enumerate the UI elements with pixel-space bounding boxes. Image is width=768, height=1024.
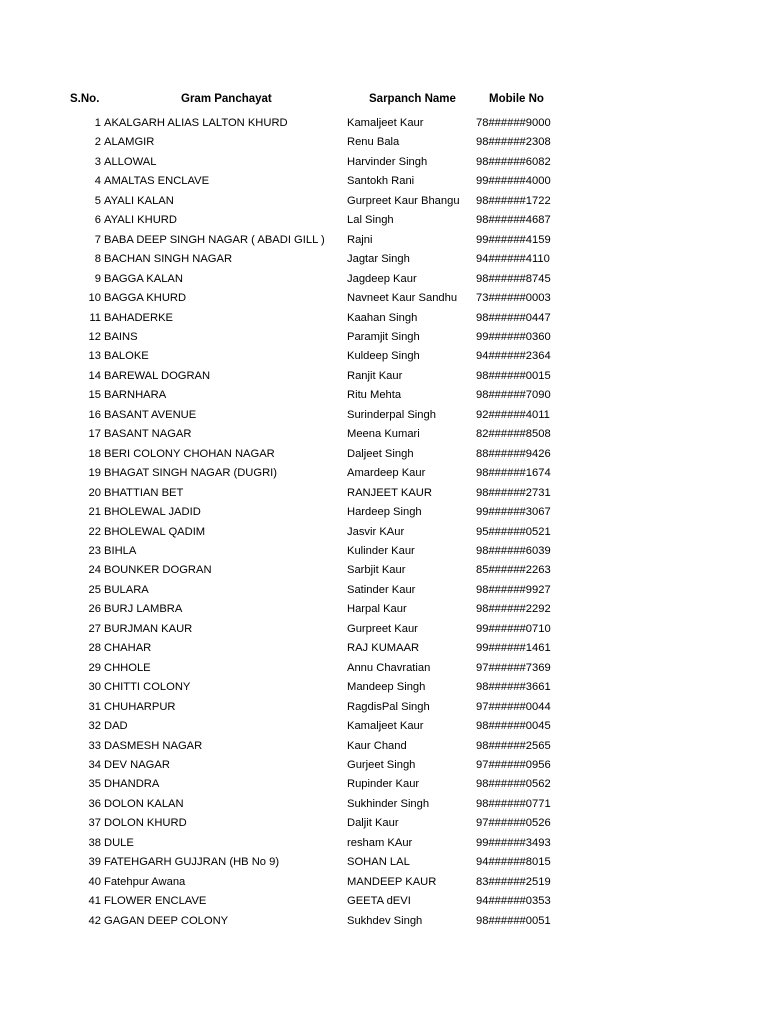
cell-mobile-no: 99######0710 — [476, 622, 551, 635]
cell-sno: 8 — [94, 253, 101, 266]
table-row — [0, 912, 768, 931]
cell-sno: 7 — [94, 233, 101, 246]
cell-mobile-no: 97######0044 — [476, 700, 551, 713]
cell-mobile-no: 98######8745 — [476, 272, 551, 285]
cell-mobile-no: 98######0051 — [476, 914, 551, 927]
cell-gram-panchayat: ALAMGIR — [104, 136, 155, 149]
cell-gram-panchayat: BHOLEWAL QADIM — [104, 525, 206, 538]
cell-sarpanch-name: Renu Bala — [347, 136, 400, 149]
cell-sno: 14 — [88, 369, 101, 382]
cell-sno: 13 — [88, 350, 101, 363]
cell-mobile-no: 94######4110 — [476, 253, 550, 266]
cell-sarpanch-name: Lal Singh — [347, 214, 394, 227]
cell-gram-panchayat: DAD — [104, 720, 128, 733]
cell-sarpanch-name: Kulinder Kaur — [347, 544, 415, 557]
cell-sno: 15 — [88, 389, 101, 402]
cell-mobile-no: 98######1674 — [476, 467, 551, 480]
cell-sarpanch-name: Satinder Kaur — [347, 583, 416, 596]
cell-mobile-no: 98######3661 — [476, 681, 551, 694]
cell-gram-panchayat: BHAGAT SINGH NAGAR (DUGRI) — [104, 467, 278, 480]
cell-gram-panchayat: BURJMAN KAUR — [104, 622, 193, 635]
cell-mobile-no: 99######3493 — [476, 836, 551, 849]
cell-gram-panchayat: DOLON KHURD — [104, 817, 187, 830]
cell-mobile-no: 98######0562 — [476, 778, 551, 791]
table-row — [0, 347, 768, 366]
cell-sarpanch-name: Rajni — [347, 233, 373, 246]
cell-mobile-no: 83######2519 — [476, 875, 551, 888]
cell-gram-panchayat: DASMESH NAGAR — [104, 739, 203, 752]
cell-mobile-no: 99######0360 — [476, 330, 551, 343]
cell-sarpanch-name: Ritu Mehta — [347, 389, 402, 402]
cell-sno: 5 — [94, 194, 101, 207]
cell-sno: 35 — [88, 778, 101, 791]
cell-gram-panchayat: BIHLA — [104, 544, 137, 557]
table-row — [0, 153, 768, 172]
cell-sarpanch-name: Kaahan Singh — [347, 311, 418, 324]
table-row — [0, 172, 768, 191]
table-row — [0, 231, 768, 250]
cell-sarpanch-name: Jagtar Singh — [347, 253, 410, 266]
table-row — [0, 853, 768, 872]
header-sno: S.No. — [70, 93, 100, 105]
table-row — [0, 620, 768, 639]
cell-gram-panchayat: BAGGA KALAN — [104, 272, 183, 285]
header-gram-panchayat: Gram Panchayat — [181, 93, 272, 105]
cell-mobile-no: 94######2364 — [476, 350, 551, 363]
cell-gram-panchayat: FATEHGARH GUJJRAN (HB No 9) — [104, 856, 280, 869]
table-row — [0, 834, 768, 853]
cell-sno: 17 — [88, 428, 101, 441]
cell-sno: 2 — [94, 136, 101, 149]
cell-mobile-no: 98######2308 — [476, 136, 551, 149]
cell-mobile-no: 98######0771 — [476, 797, 551, 810]
table-row — [0, 250, 768, 269]
header-mobile-no: Mobile No — [489, 93, 544, 105]
cell-sno: 39 — [88, 856, 101, 869]
cell-sarpanch-name: Gurpreet Kaur Bhangu — [347, 194, 460, 207]
cell-gram-panchayat: BASANT NAGAR — [104, 428, 192, 441]
table-row — [0, 386, 768, 405]
cell-sarpanch-name: Santokh Rani — [347, 175, 415, 188]
cell-gram-panchayat: BACHAN SINGH NAGAR — [104, 253, 233, 266]
cell-mobile-no: 97######7369 — [476, 661, 551, 674]
cell-sno: 3 — [94, 155, 101, 168]
cell-mobile-no: 88######9426 — [476, 447, 551, 460]
cell-mobile-no: 98######2731 — [476, 486, 551, 499]
cell-mobile-no: 82######8508 — [476, 428, 551, 441]
cell-gram-panchayat: AKALGARH ALIAS LALTON KHURD — [104, 117, 288, 129]
cell-mobile-no: 98######6082 — [476, 155, 551, 168]
table-row — [0, 309, 768, 328]
cell-sarpanch-name: resham KAur — [347, 836, 413, 849]
cell-gram-panchayat: BHOLEWAL JADID — [104, 506, 201, 519]
table-row — [0, 737, 768, 756]
cell-sno: 36 — [88, 797, 101, 810]
cell-mobile-no: 92######4011 — [476, 408, 550, 421]
cell-gram-panchayat: BALOKE — [104, 350, 149, 363]
table-header-row — [0, 93, 768, 111]
cell-sarpanch-name: Daljit Kaur — [347, 817, 399, 830]
cell-sarpanch-name: Gurpreet Kaur — [347, 622, 418, 635]
table-row — [0, 406, 768, 425]
cell-sarpanch-name: SOHAN LAL — [347, 856, 410, 869]
table-row — [0, 445, 768, 464]
cell-sno: 38 — [88, 836, 101, 849]
cell-mobile-no: 78######9000 — [476, 117, 551, 129]
table-row — [0, 484, 768, 503]
cell-sno: 37 — [88, 817, 101, 830]
cell-sarpanch-name: RANJEET KAUR — [347, 486, 432, 499]
cell-mobile-no: 85######2263 — [476, 564, 551, 577]
cell-gram-panchayat: CHHOLE — [104, 661, 151, 674]
cell-sno: 33 — [88, 739, 101, 752]
cell-sno: 21 — [88, 506, 101, 519]
table-row — [0, 717, 768, 736]
cell-sno: 23 — [88, 544, 101, 557]
cell-sarpanch-name: Kamaljeet Kaur — [347, 117, 424, 129]
cell-gram-panchayat: BAGGA KHURD — [104, 292, 187, 305]
cell-gram-panchayat: BARNHARA — [104, 389, 167, 402]
cell-gram-panchayat: DOLON KALAN — [104, 797, 184, 810]
cell-sno: 25 — [88, 583, 101, 596]
cell-sno: 10 — [88, 292, 101, 305]
cell-sno: 18 — [88, 447, 101, 460]
cell-gram-panchayat: ALLOWAL — [104, 155, 157, 168]
cell-sno: 11 — [89, 311, 101, 324]
table-row — [0, 464, 768, 483]
cell-gram-panchayat: CHITTI COLONY — [104, 681, 191, 694]
table-row — [0, 542, 768, 561]
cell-sno: 22 — [88, 525, 101, 538]
cell-sarpanch-name: Hardeep Singh — [347, 506, 422, 519]
cell-sarpanch-name: Rupinder Kaur — [347, 778, 420, 791]
cell-sno: 34 — [88, 758, 101, 771]
cell-sno: 16 — [88, 408, 101, 421]
cell-mobile-no: 97######0526 — [476, 817, 551, 830]
cell-sarpanch-name: RagdisPal Singh — [347, 700, 430, 713]
cell-sno: 1 — [94, 117, 101, 129]
cell-sno: 24 — [88, 564, 101, 577]
cell-sarpanch-name: Gurjeet Singh — [347, 758, 416, 771]
cell-sno: 40 — [88, 875, 101, 888]
cell-sno: 9 — [94, 272, 101, 285]
cell-mobile-no: 98######1722 — [476, 194, 551, 207]
table-row — [0, 892, 768, 911]
cell-sarpanch-name: MANDEEP KAUR — [347, 875, 437, 888]
cell-mobile-no: 98######6039 — [476, 544, 551, 557]
cell-sno: 27 — [88, 622, 101, 635]
cell-sno: 30 — [88, 681, 101, 694]
table-row — [0, 133, 768, 152]
table-row — [0, 814, 768, 833]
cell-mobile-no: 98######7090 — [476, 389, 551, 402]
cell-sarpanch-name: Amardeep Kaur — [347, 467, 426, 480]
cell-gram-panchayat: CHUHARPUR — [104, 700, 176, 713]
table-row — [0, 678, 768, 697]
cell-mobile-no: 95######0521 — [476, 525, 551, 538]
cell-sno: 4 — [94, 175, 101, 188]
cell-sarpanch-name: Jasvir KAur — [347, 525, 405, 538]
cell-mobile-no: 98######4687 — [476, 214, 551, 227]
table-row — [0, 756, 768, 775]
table-row — [0, 639, 768, 658]
cell-mobile-no: 98######0447 — [476, 311, 551, 324]
cell-mobile-no: 98######0015 — [476, 369, 551, 382]
cell-mobile-no: 99######4159 — [476, 233, 551, 246]
cell-mobile-no: 98######9927 — [476, 583, 551, 596]
cell-gram-panchayat: BAINS — [104, 330, 138, 343]
table-row — [0, 270, 768, 289]
cell-gram-panchayat: BERI COLONY CHOHAN NAGAR — [104, 447, 275, 460]
cell-gram-panchayat: BULARA — [104, 583, 149, 596]
cell-sarpanch-name: Harpal Kaur — [347, 603, 407, 616]
cell-mobile-no: 98######0045 — [476, 720, 551, 733]
cell-sno: 20 — [88, 486, 101, 499]
cell-sarpanch-name: Sukhinder Singh — [347, 797, 430, 810]
table-row — [0, 192, 768, 211]
cell-mobile-no: 94######8015 — [476, 856, 551, 869]
cell-sno: 26 — [88, 603, 101, 616]
cell-sarpanch-name: Mandeep Singh — [347, 681, 426, 694]
table-row — [0, 523, 768, 542]
table-row — [0, 561, 768, 580]
cell-mobile-no: 99######3067 — [476, 506, 551, 519]
cell-sarpanch-name: RAJ KUMAAR — [347, 642, 420, 655]
table-row — [0, 367, 768, 386]
table-row — [0, 600, 768, 619]
cell-gram-panchayat: AMALTAS ENCLAVE — [104, 175, 210, 188]
cell-mobile-no: 99######4000 — [476, 175, 551, 188]
table-row — [0, 775, 768, 794]
cell-gram-panchayat: BURJ LAMBRA — [104, 603, 183, 616]
cell-sno: 32 — [88, 720, 101, 733]
cell-sarpanch-name: Surinderpal Singh — [347, 408, 436, 421]
cell-sarpanch-name: Paramjit Singh — [347, 330, 420, 343]
table-row — [0, 795, 768, 814]
cell-sarpanch-name: Navneet Kaur Sandhu — [347, 292, 458, 305]
cell-gram-panchayat: AYALI KALAN — [104, 194, 174, 207]
cell-sno: 31 — [88, 700, 101, 713]
table-row — [0, 659, 768, 678]
table-row — [0, 425, 768, 444]
table-row — [0, 114, 768, 133]
cell-mobile-no: 94######0353 — [476, 895, 551, 908]
cell-gram-panchayat: DEV NAGAR — [104, 758, 170, 771]
table-body — [0, 114, 768, 931]
cell-gram-panchayat: BABA DEEP SINGH NAGAR ( ABADI GILL ) — [104, 233, 325, 246]
table-row — [0, 503, 768, 522]
cell-sarpanch-name: Sarbjit Kaur — [347, 564, 406, 577]
cell-gram-panchayat: BHATTIAN BET — [104, 486, 184, 499]
cell-mobile-no: 97######0956 — [476, 758, 551, 771]
cell-sarpanch-name: Daljeet Singh — [347, 447, 414, 460]
cell-gram-panchayat: Fatehpur Awana — [104, 875, 186, 888]
cell-gram-panchayat: CHAHAR — [104, 642, 152, 655]
table-row — [0, 698, 768, 717]
cell-sno: 12 — [88, 330, 101, 343]
table-row — [0, 211, 768, 230]
cell-sarpanch-name: Jagdeep Kaur — [347, 272, 417, 285]
cell-sarpanch-name: Sukhdev Singh — [347, 914, 423, 927]
cell-sarpanch-name: Kuldeep Singh — [347, 350, 420, 363]
table-row — [0, 328, 768, 347]
cell-sarpanch-name: Meena Kumari — [347, 428, 420, 441]
cell-sno: 42 — [88, 914, 101, 927]
cell-sarpanch-name: GEETA dEVI — [347, 895, 411, 908]
cell-sarpanch-name: Annu Chavratian — [347, 661, 431, 674]
cell-sarpanch-name: Harvinder Singh — [347, 155, 428, 168]
header-sarpanch-name: Sarpanch Name — [369, 93, 456, 105]
cell-sarpanch-name: Kamaljeet Kaur — [347, 720, 424, 733]
cell-sno: 41 — [88, 895, 101, 908]
cell-sarpanch-name: Kaur Chand — [347, 739, 407, 752]
cell-mobile-no: 98######2565 — [476, 739, 551, 752]
cell-sno: 29 — [88, 661, 101, 674]
cell-gram-panchayat: AYALI KHURD — [104, 214, 177, 227]
cell-gram-panchayat: DULE — [104, 836, 134, 849]
cell-gram-panchayat: GAGAN DEEP COLONY — [104, 914, 229, 927]
table-row — [0, 873, 768, 892]
table-row — [0, 289, 768, 308]
cell-mobile-no: 98######2292 — [476, 603, 551, 616]
cell-gram-panchayat: FLOWER ENCLAVE — [104, 895, 207, 908]
cell-mobile-no: 73######0003 — [476, 292, 551, 305]
cell-gram-panchayat: BAHADERKE — [104, 311, 174, 324]
cell-sno: 28 — [88, 642, 101, 655]
cell-gram-panchayat: DHANDRA — [104, 778, 160, 791]
cell-mobile-no: 99######1461 — [476, 642, 551, 655]
cell-sno: 6 — [94, 214, 101, 227]
cell-sno: 19 — [88, 467, 101, 480]
cell-sarpanch-name: Ranjit Kaur — [347, 369, 403, 382]
cell-gram-panchayat: BOUNKER DOGRAN — [104, 564, 212, 577]
cell-gram-panchayat: BAREWAL DOGRAN — [104, 369, 211, 382]
cell-gram-panchayat: BASANT AVENUE — [104, 408, 197, 421]
table-row — [0, 581, 768, 600]
